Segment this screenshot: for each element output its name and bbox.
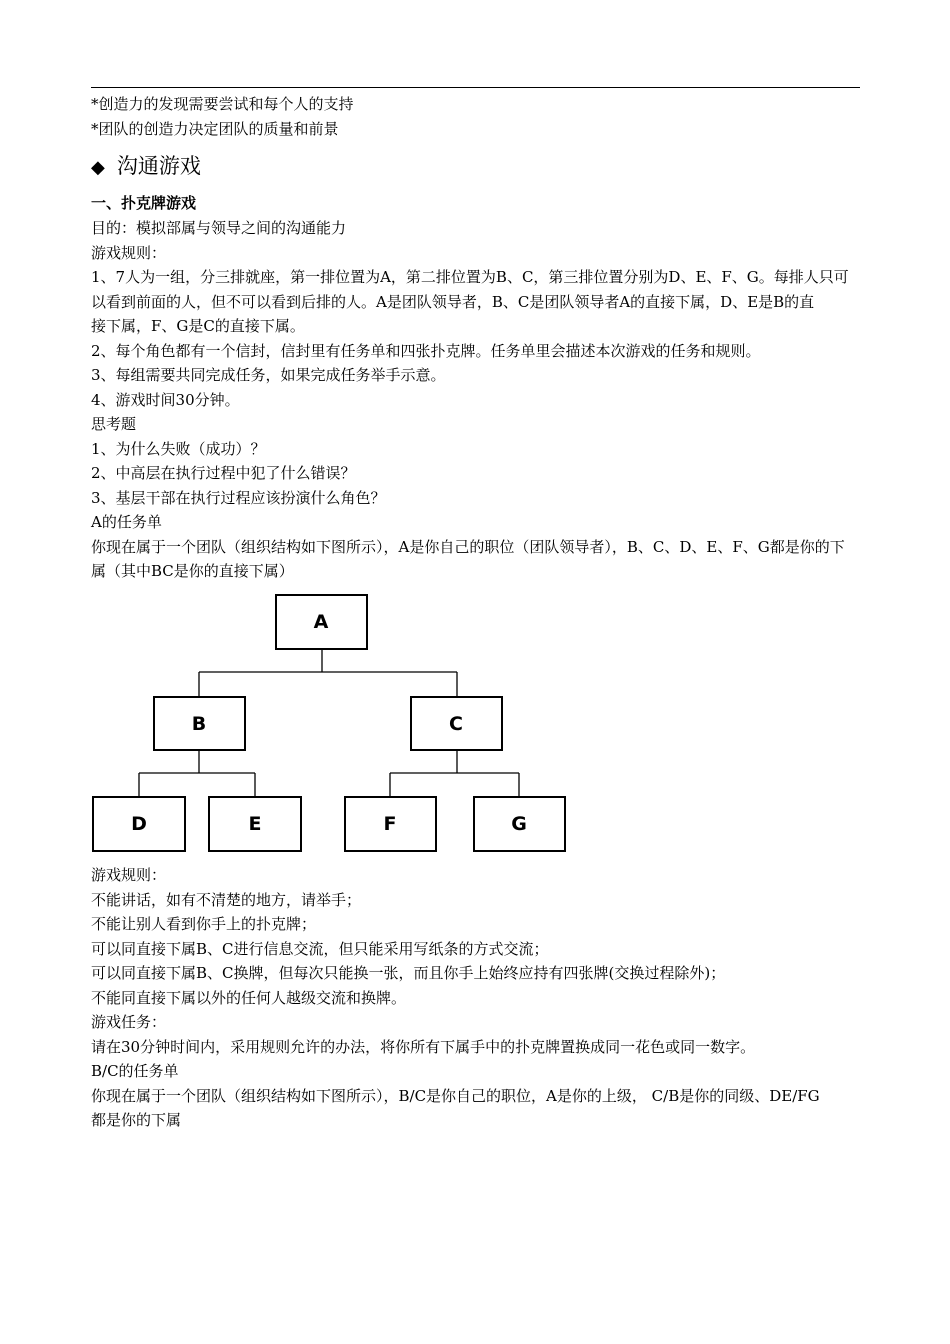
text-line: 你现在属于一个团队（组织结构如下图所示），B/C是你自己的职位，A是你的上级， C/B是你的同级、DE/FG xyxy=(91,1086,820,1105)
org-label-c: C xyxy=(449,713,463,735)
text-line: B/C的任务单 xyxy=(91,1062,179,1080)
text-line: *团队的创造力决定团队的质量和前景 xyxy=(91,119,339,138)
connector-b-de xyxy=(139,750,255,797)
org-label-g: G xyxy=(511,813,527,835)
text-line: 可以同直接下属B、C进行信息交流，但只能采用写纸条的方式交流； xyxy=(91,939,549,958)
text-line: 以看到前面的人，但不可以看到后排的人。A是团队领导者，B、C是团队领导者A的直接下属，D、E是B的直 xyxy=(91,292,815,311)
text-line: *创造力的发现需要尝试和每个人的支持 xyxy=(91,95,354,113)
org-label-a: A xyxy=(313,611,329,633)
text-line: 都是你的下属 xyxy=(91,1111,182,1129)
text-line: 不能讲话，如有不清楚的地方，请举手； xyxy=(91,890,362,909)
text-line: 2、中高层在执行过程中犯了什么错误？ xyxy=(91,464,356,482)
text-line: 4、游戏时间30分钟。 xyxy=(91,390,240,409)
text-line: 你现在属于一个团队（组织结构如下图所示），A是你自己的职位（团队领导者），B、C、D、E、F、G都是你的下 xyxy=(91,537,845,556)
org-label-e: E xyxy=(248,813,262,835)
text-line: 思考题 xyxy=(91,415,137,433)
text-line: 目的：模拟部属与领导之间的沟通能力 xyxy=(91,219,347,237)
text-line: 1、为什么失败（成功）？ xyxy=(91,439,266,458)
subheading: 一、扑克牌游戏 xyxy=(91,194,197,212)
connector-c-fg xyxy=(390,750,519,797)
text-line: 可以同直接下属B、C换牌，但每次只能换一张，而且你手上始终应持有四张牌(交换过程除外)； xyxy=(91,964,726,982)
org-label-f: F xyxy=(383,813,397,835)
text-line: 3、每组需要共同完成任务，如果完成任务举手示意。 xyxy=(91,366,446,384)
text-line: 属（其中BC是你的直接下属） xyxy=(91,562,294,580)
text-line: 游戏规则： xyxy=(91,866,167,884)
text-line: 不能让别人看到你手上的扑克牌； xyxy=(91,915,317,933)
text-line: 接下属，F、G是C的直接下属。 xyxy=(91,317,305,335)
text-line: A的任务单 xyxy=(91,513,162,531)
org-label-b: B xyxy=(191,713,207,735)
section-title: 沟通游戏 xyxy=(116,154,201,178)
text-line: 游戏任务： xyxy=(91,1013,167,1031)
text-line: 游戏规则： xyxy=(91,243,167,262)
text-line: 1、7人为一组，分三排就座，第一排位置为A，第二排位置为B、C，第三排位置分别为D、E、F、G。每排人只可 xyxy=(91,268,849,286)
text-line: 3、基层干部在执行过程应该扮演什么角色？ xyxy=(91,488,386,507)
diamond-icon: ◆ xyxy=(91,157,105,178)
text-line: 请在30分钟时间内，采用规则允许的办法，将你所有下属手中的扑克牌置换成同一花色或同一数字。 xyxy=(91,1037,756,1056)
connector-a-bc xyxy=(199,650,457,697)
org-label-d: D xyxy=(131,813,147,835)
text-line: 2、每个角色都有一个信封，信封里有任务单和四张扑克牌。任务单里会描述本次游戏的任务和规则。 xyxy=(91,341,761,360)
text-line: 不能同直接下属以外的任何人越级交流和换牌。 xyxy=(91,988,407,1007)
